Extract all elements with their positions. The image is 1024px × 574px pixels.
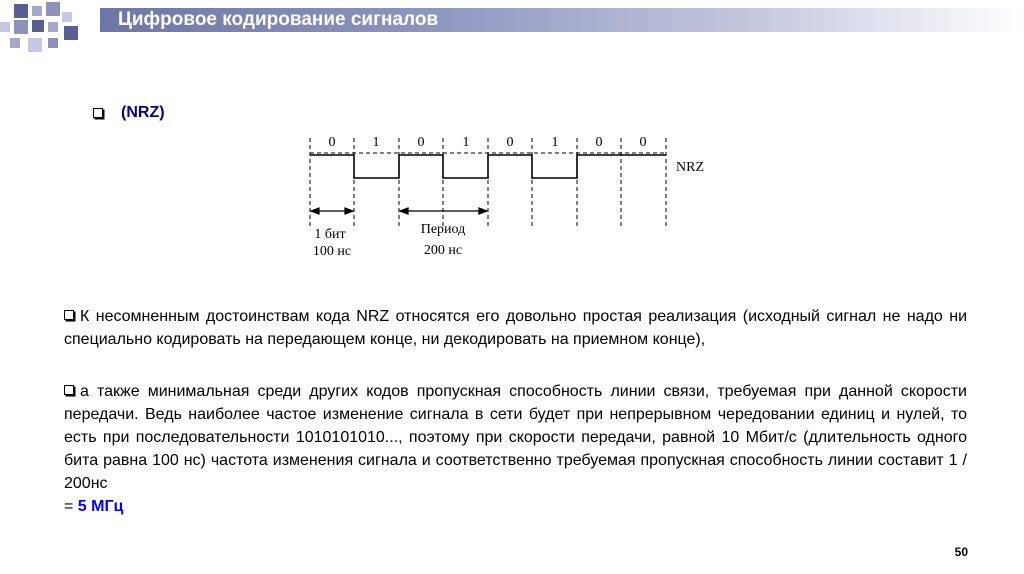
bit-duration-value: 100 нс	[312, 244, 352, 259]
checkbox-bullet-icon	[64, 310, 74, 320]
bit-value: 1	[551, 135, 559, 150]
decor-square	[46, 2, 60, 16]
paragraph-text: К несомненным достоинствам кода NRZ относятся его довольно простая реализация (исходный сигнал не надо ни специально кодировать на передающем конце, ни декодировать на приемном конце),	[64, 308, 967, 348]
equals-sign: =	[64, 498, 74, 515]
signal-label: NRZ	[676, 160, 704, 175]
bit-value: 0	[639, 135, 647, 150]
nrz-waveform	[310, 155, 666, 178]
decor-square	[28, 38, 42, 52]
page-title: Цифровое кодирование сигналов	[118, 9, 439, 30]
bit-value: 1	[372, 135, 380, 150]
highlight-value: 5 МГц	[77, 498, 124, 515]
bit-duration-arrow	[311, 208, 353, 214]
decor-square	[32, 20, 44, 32]
page-number: 50	[954, 545, 968, 559]
period-value: 200 нс	[423, 243, 463, 258]
section-heading-text: (NRZ)	[121, 104, 165, 121]
decor-square	[62, 12, 72, 22]
decor-square	[64, 26, 78, 40]
bit-value: 0	[506, 135, 514, 150]
checkbox-bullet-icon	[64, 385, 74, 395]
section-heading	[93, 104, 165, 122]
nrz-diagram	[290, 128, 730, 264]
period-label: Период	[420, 222, 466, 237]
bit-value: 0	[595, 135, 603, 150]
decor-square	[0, 22, 10, 32]
paragraph-bandwidth	[64, 380, 967, 518]
decor-square	[14, 4, 28, 18]
decor-square	[10, 38, 20, 48]
paragraph-text: а также минимальная среди других кодов пропускная способность линии связи, требуемая при данной скорости передачи. Ведь наиболее частое изменение сигнала в сети будет при непрерывном чередовании единиц и нулей, то есть при последовательности 1010101010..., поэтому при скорости передачи, равной 10 Мбит/с (длительность одного бита равна 100 нс) частота изменения сигнала и соответственно требуемая пропускная способность линии составит 1 / 200нс	[64, 383, 967, 492]
decor-square	[14, 20, 28, 34]
paragraph-advantages	[64, 305, 967, 351]
checkbox-bullet-icon	[93, 108, 103, 118]
bit-value: 0	[328, 135, 336, 150]
bit-value: 1	[462, 135, 470, 150]
bit-duration-label: 1 бит	[314, 227, 346, 242]
bit-value: 0	[417, 135, 425, 150]
decor-square	[32, 6, 42, 16]
decor-square	[48, 38, 58, 48]
decor-square	[48, 22, 58, 32]
bit-boundaries	[310, 138, 666, 226]
